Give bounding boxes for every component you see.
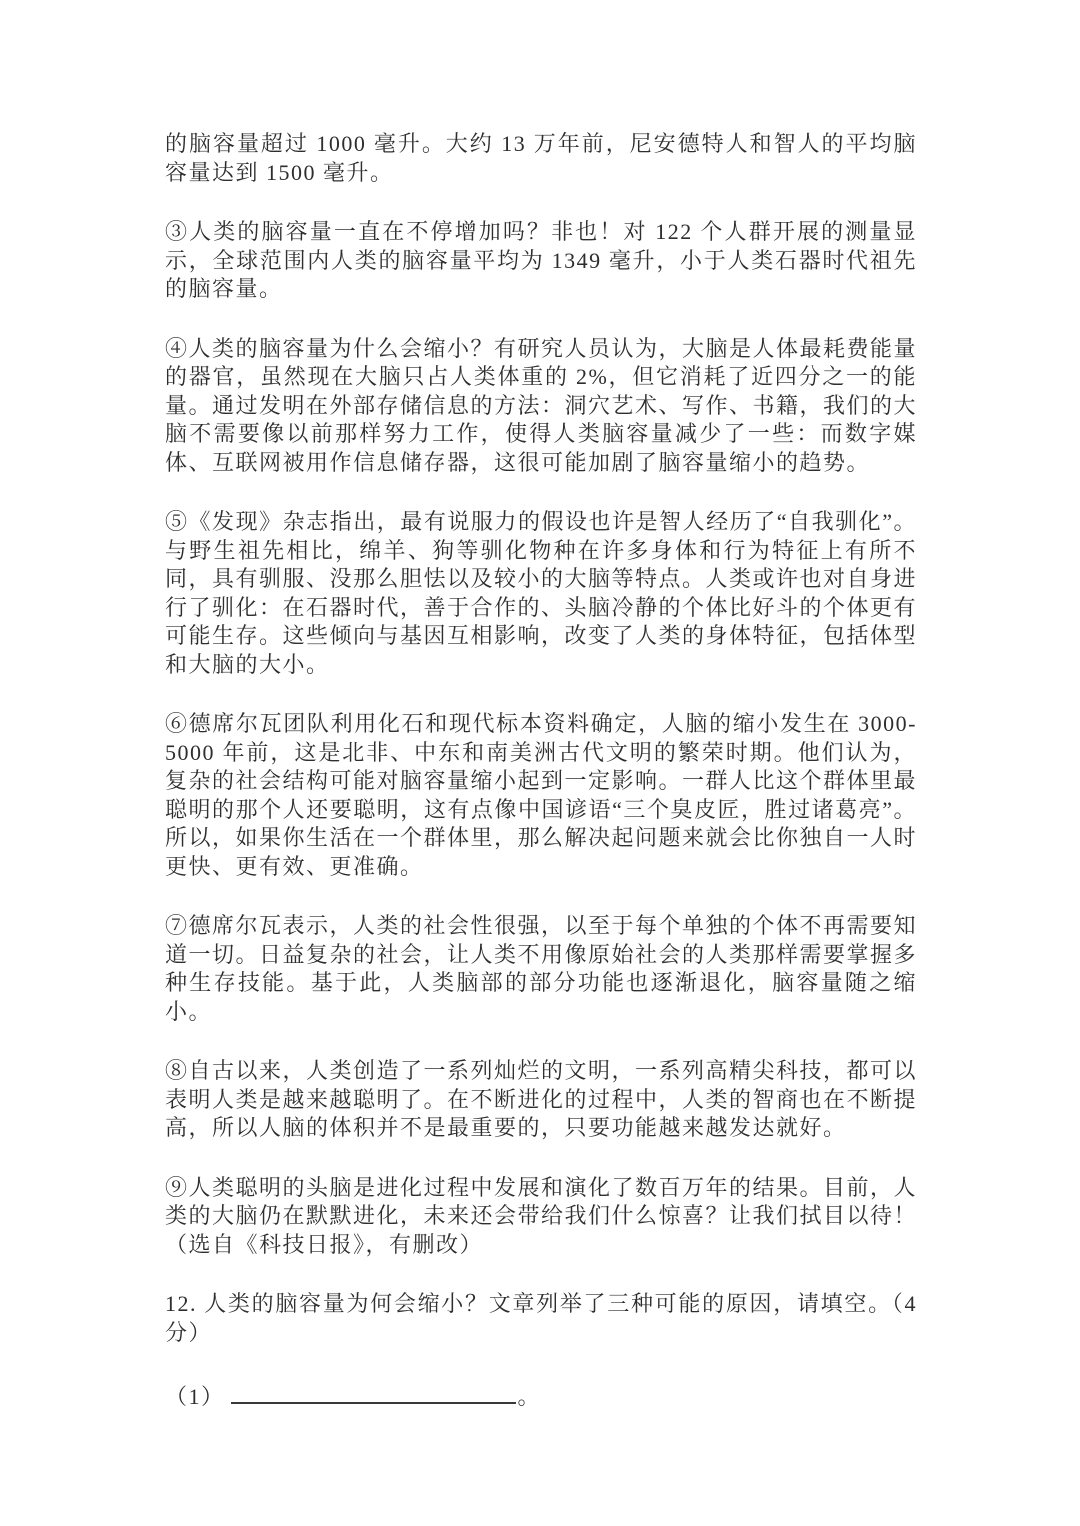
question-12 [165, 1290, 917, 1412]
reading-passage [165, 130, 917, 1259]
passage-paragraph-7: ⑦德席尔瓦表示，人类的社会性很强，以至于每个单独的个体不再需要知道一切。日益复杂的社会，让人类不用像原始社会的人类那样需要掌握多种生存技能。基于此，人类脑部的部分功能也逐渐退化，脑容量随之缩小。 [165, 913, 918, 1024]
answer-item-1 [165, 1382, 917, 1412]
passage-paragraph-5: ⑤《发现》杂志指出，最有说服力的假设也许是智人经历了“自我驯化”。与野生祖先相比，绵羊、狗等驯化物种在许多身体和行为特征上有所不同，具有驯服、没那么胆怯以及较小的大脑等特点。人类或许也对自身进行了驯化：在石器时代，善于合作的、头脑冷静的个体比好斗的个体更有可能生存。这些倾向与基因互相影响，改变了人类的身体特征，包括体型和大脑的大小。 [165, 509, 918, 677]
passage-paragraph-9 [165, 1174, 917, 1260]
passage-paragraph-continued: 的脑容量超过 1000 毫升。大约 13 万年前，尼安德特人和智人的平均脑容量达到 1500 毫升。 [165, 131, 917, 185]
answer-item-1-suffix: 。 [517, 1384, 542, 1409]
passage-paragraph-6: ⑥德席尔瓦团队利用化石和现代标本资料确定，人脑的缩小发生在 3000-5000 年前，这是北非、中东和南美洲古代文明的繁荣时期。他们认为，复杂的社会结构可能对脑容量缩小起到一定影响。一群人比这个群体里最聪明的那个人还要聪明，这有点像中国谚语“三个臭皮匠，胜过诸葛亮”。所以，如果你生活在一个群体里，那么解决起问题来就会比你独自一人时更快、更有效、更准确。 [165, 711, 918, 879]
answer-item-1-label: （1） [165, 1384, 225, 1409]
passage-paragraph-3: ③人类的脑容量一直在不停增加吗？非也！对 122 个人群开展的测量显示，全球范围内人类的脑容量平均为 1349 毫升，小于人类石器时代祖先的脑容量。 [165, 219, 917, 301]
passage-paragraph-9-text: ⑨人类聪明的头脑是进化过程中发展和演化了数百万年的结果。目前，人类的大脑仍在默默进化，未来还会带给我们什么惊喜？让我们拭目以待！ [165, 1174, 918, 1228]
source-note: （选自《科技日报》，有删改） [165, 1231, 484, 1257]
passage-paragraph-8: ⑧自古以来，人类创造了一系列灿烂的文明，一系列高精尖科技，都可以表明人类是越来越聪明了。在不断进化的过程中，人类的智商也在不断提高，所以人脑的体积并不是最重要的，只要功能越来越发达就好。 [165, 1058, 918, 1140]
question-12-text: 12. 人类的脑容量为何会缩小？文章列举了三种可能的原因，请填空。（4分） [165, 1291, 917, 1345]
answer-blank-underline [231, 1382, 516, 1404]
passage-paragraph-4: ④人类的脑容量为什么会缩小？有研究人员认为，大脑是人体最耗费能量的器官，虽然现在大脑只占人类体重的 2%，但它消耗了近四分之一的能量。通过发明在外部存储信息的方法：洞穴艺术、写作、书籍，我们的大脑不需要像以前那样努力工作，使得人类脑容量减少了一些：而数字媒体、互联网被用作信息储存器，这很可能加剧了脑容量缩小的趋势。 [165, 335, 918, 475]
